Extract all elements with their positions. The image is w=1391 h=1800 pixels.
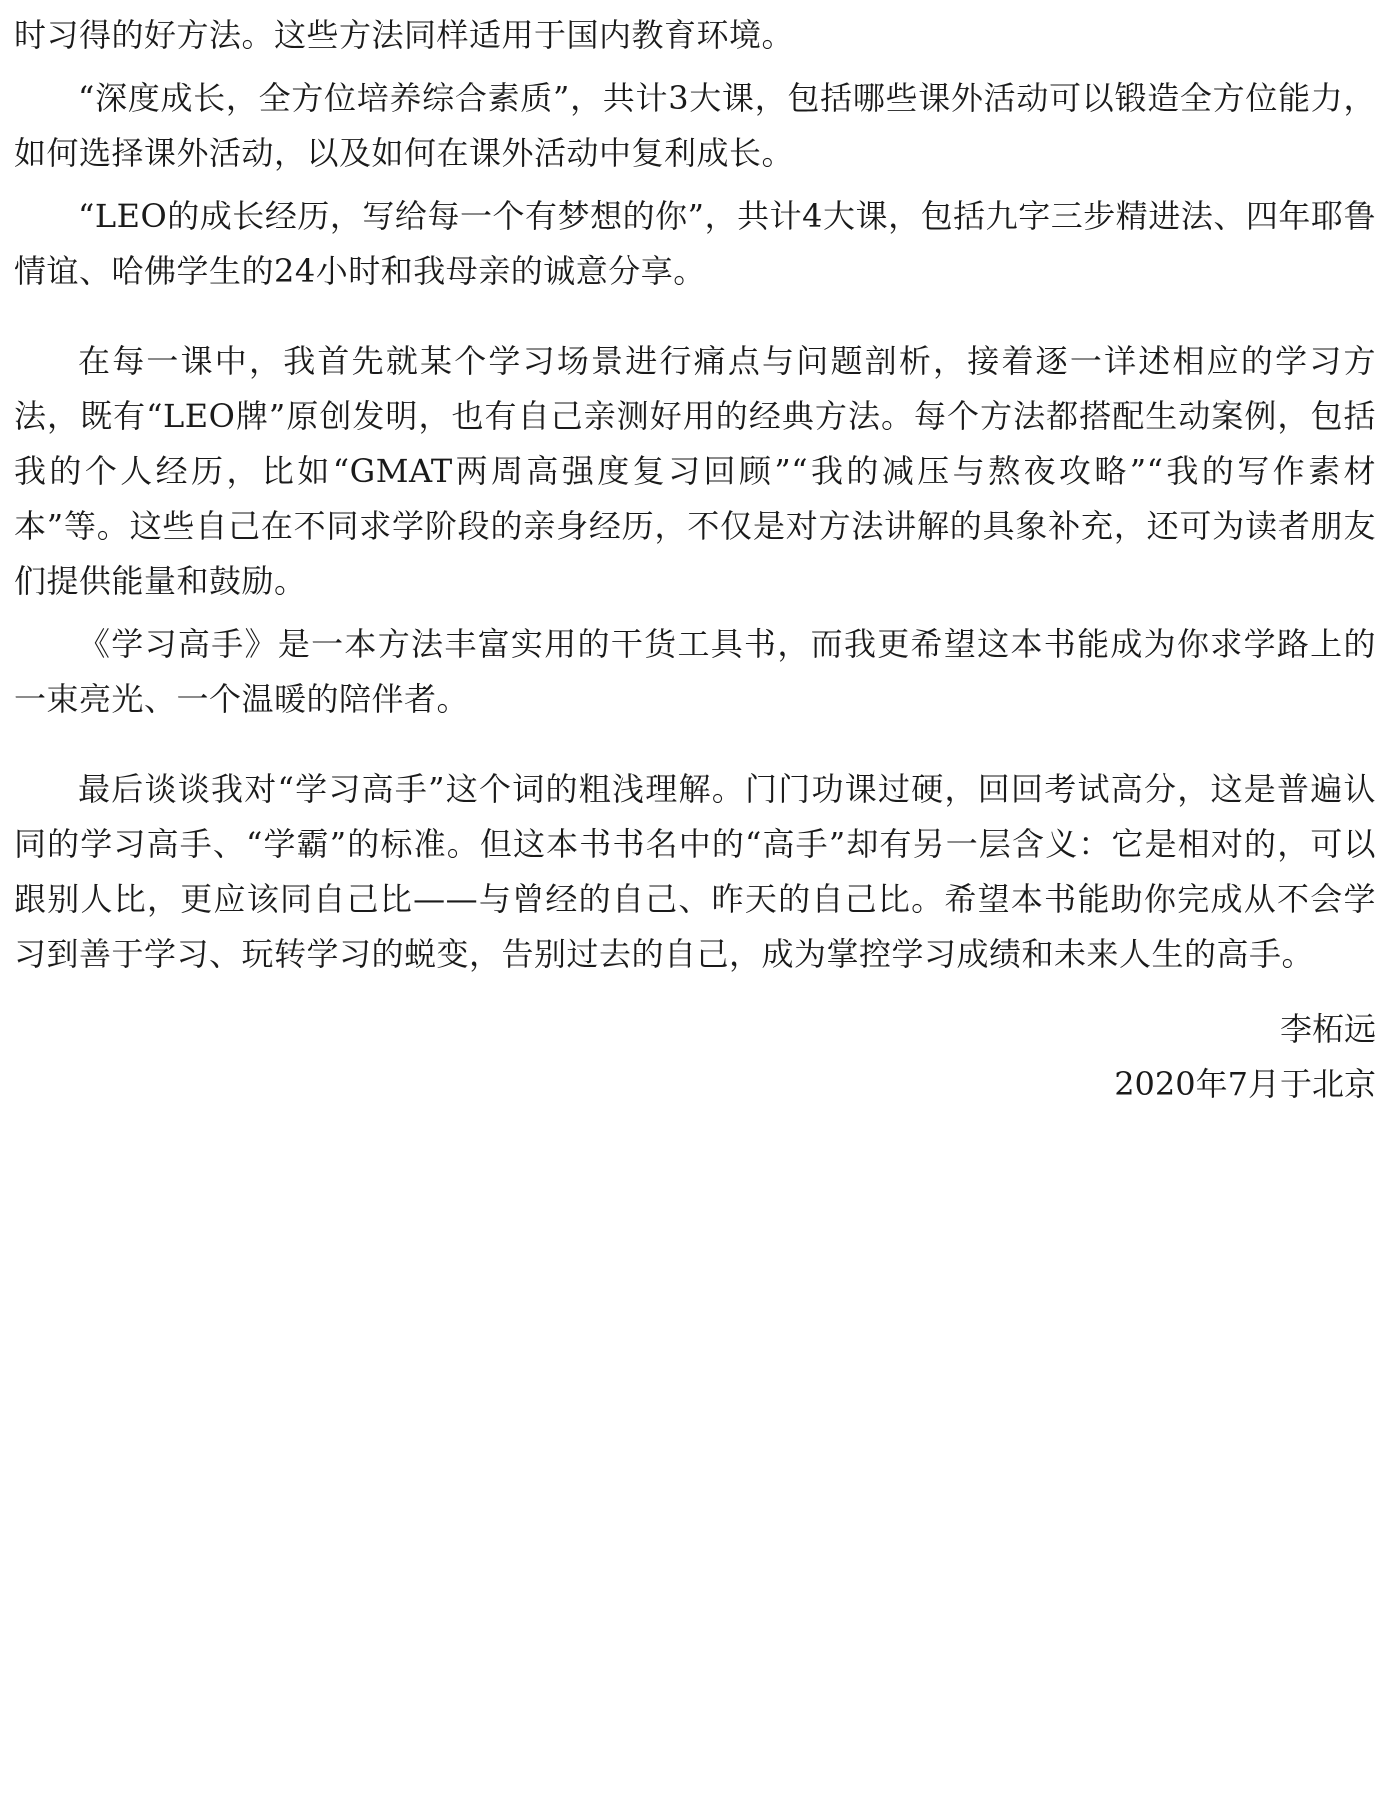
paragraph-lesson-structure: 在每一课中，我首先就某个学习场景进行痛点与问题剖析，接着逐一详述相应的学习方法，既有“LEO牌”原创发明，也有自己亲测好用的经典方法。每个方法都搭配生动案例，包括我的个人经历，比如“GMAT两周高强度复习回顾”“我的减压与熬夜攻略”“我的写作素材本”等。这些自己在不同求学阶段的亲身经历，不仅是对方法讲解的具象补充，还可为读者朋友们提供能量和鼓励。 [14,342,1376,600]
document-page [14,8,1376,1112]
paragraph-continuation: 时习得的好方法。这些方法同样适用于国内教育环境。 [14,16,795,54]
paragraph-book-purpose: 《学习高手》是一本方法丰富实用的干货工具书，而我更希望这本书能成为你求学路上的一束亮光、一个温暖的陪伴者。 [14,625,1376,718]
paragraph-leo-experience: “LEO的成长经历，写给每一个有梦想的你”，共计4大课，包括九字三步精进法、四年耶鲁情谊、哈佛学生的24小时和我母亲的诚意分享。 [14,197,1376,290]
signature-block [14,1002,1376,1112]
paragraph-deep-growth: “深度成长，全方位培养综合素质”，共计3大课，包括哪些课外活动可以锻造全方位能力，如何选择课外活动，以及如何在课外活动中复利成长。 [14,79,1376,172]
author-name: 李柘远 [1279,1010,1376,1048]
date-place: 2020年7月于北京 [1114,1065,1376,1103]
paragraph-closing-thoughts: 最后谈谈我对“学习高手”这个词的粗浅理解。门门功课过硬，回回考试高分，这是普遍认同的学习高手、“学霸”的标准。但这本书书名中的“高手”却有另一层含义：它是相对的，可以跟别人比，更应该同自己比——与曾经的自己、昨天的自己比。希望本书能助你完成从不会学习到善于学习、玩转学习的蜕变，告别过去的自己，成为掌控学习成绩和未来人生的高手。 [14,770,1376,973]
